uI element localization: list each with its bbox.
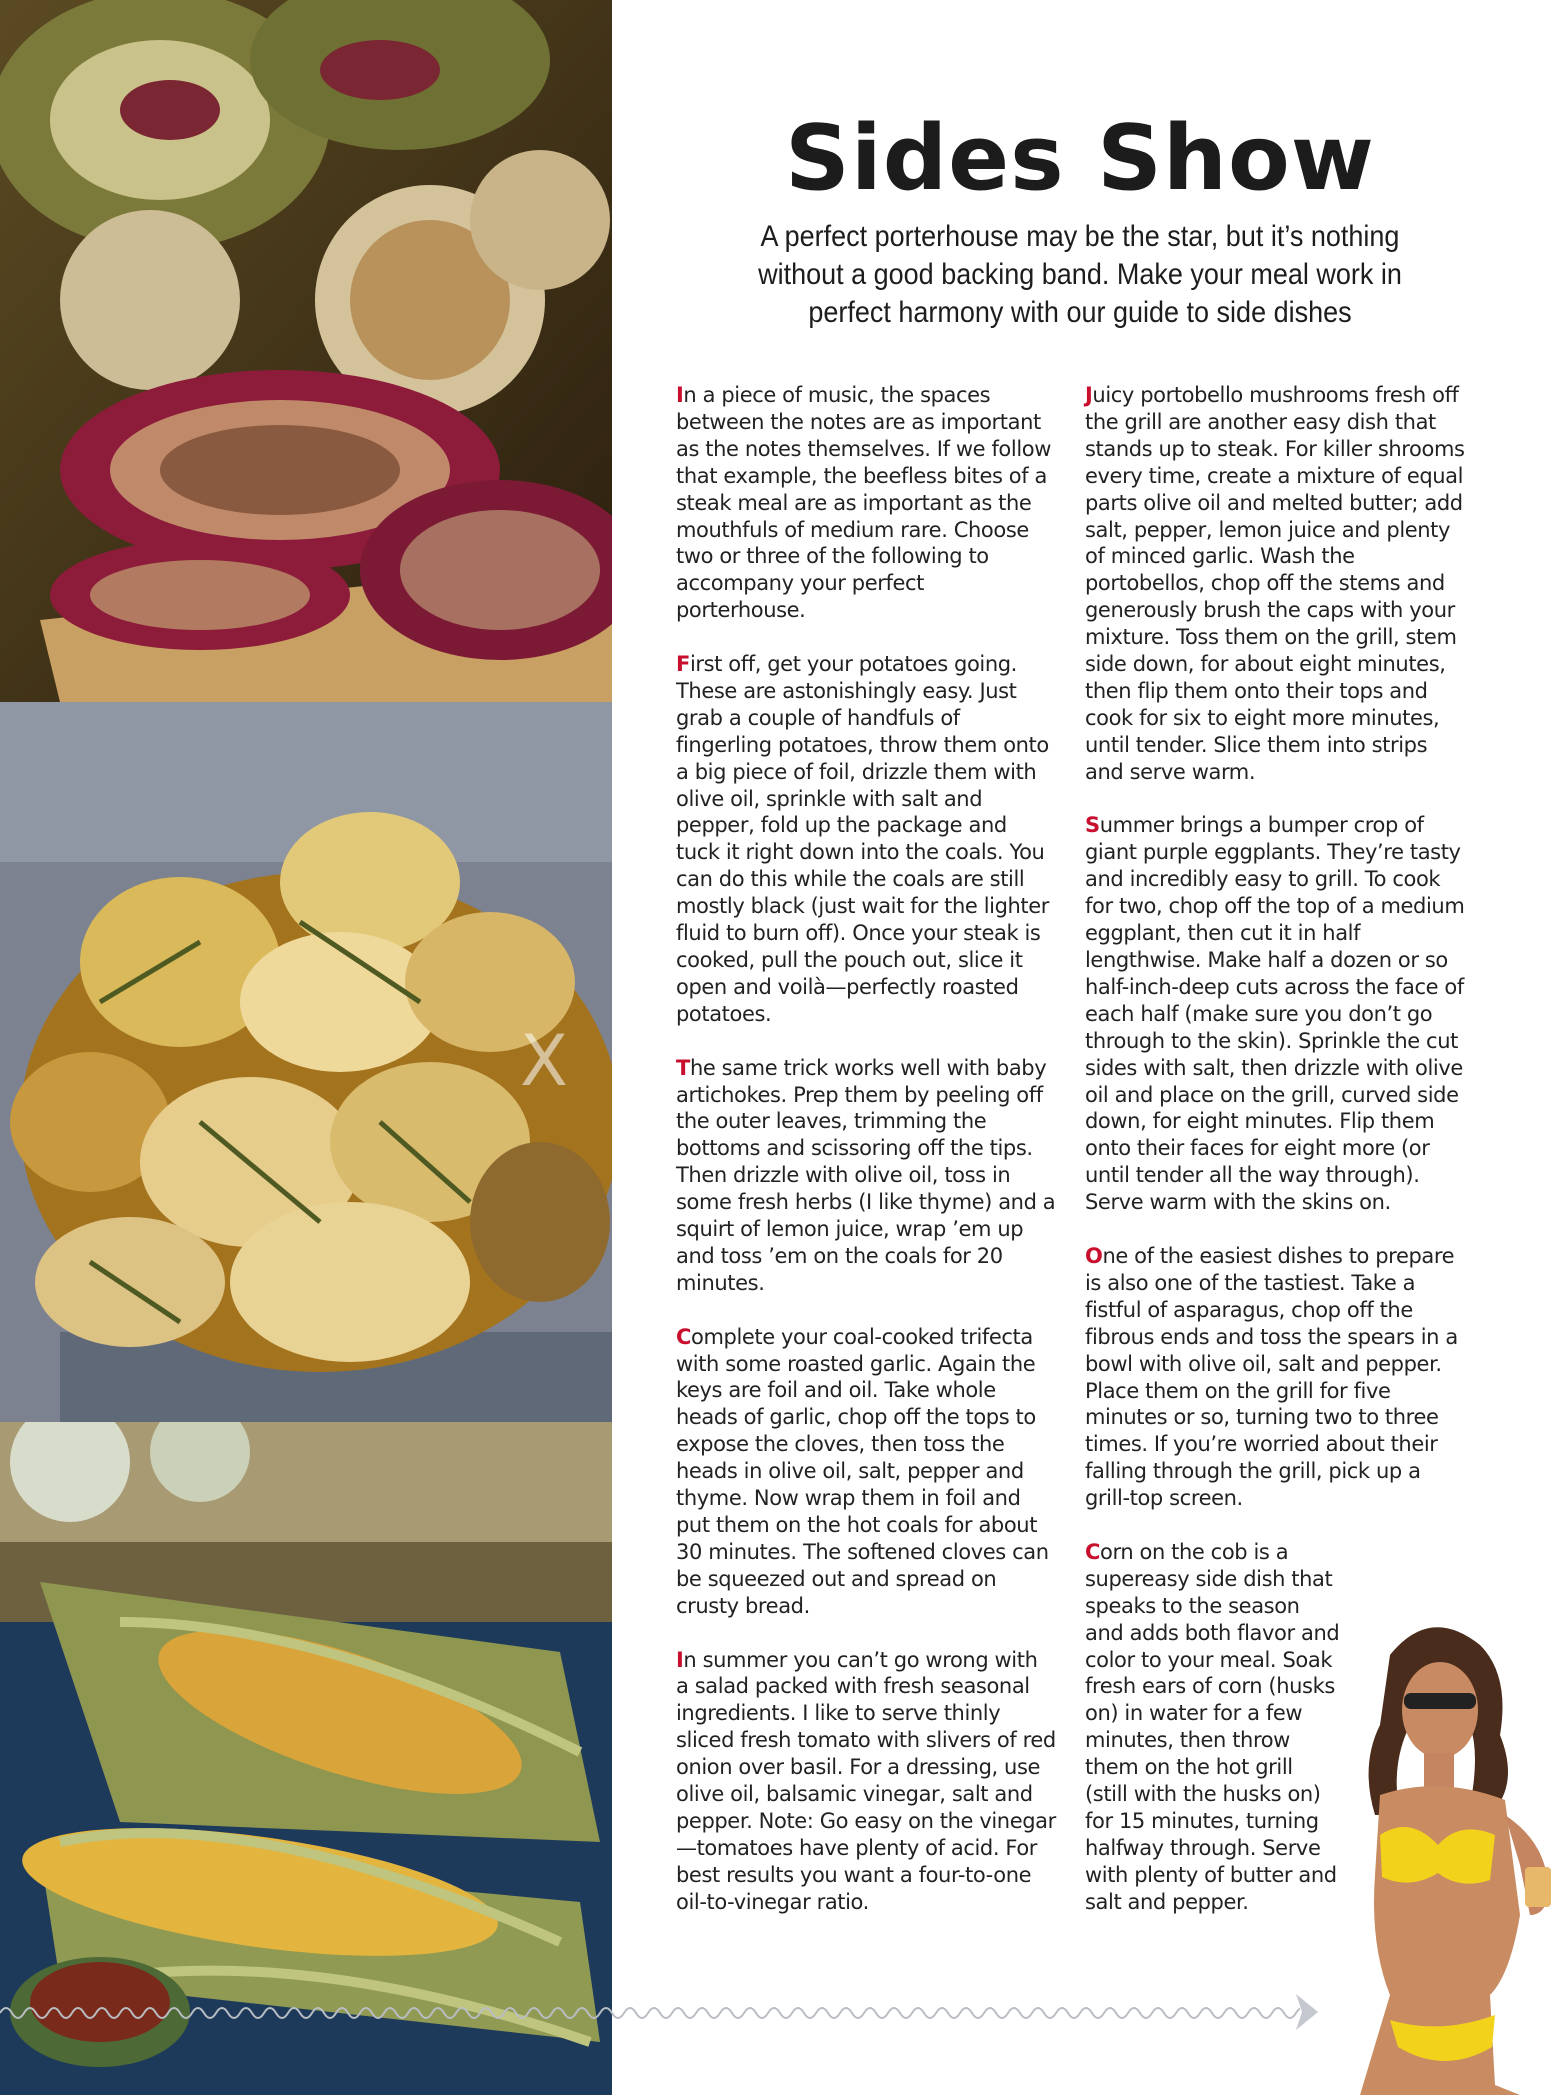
drop-cap: C xyxy=(676,1324,692,1349)
drop-cap: T xyxy=(676,1055,690,1080)
paragraph-text: ne of the easiest dishes to prepare is also one of the tastiest. Take a fistful of asparagus, chop off the fibrous ends and toss the spears in a bowl with olive oil, salt and pepper. Place them on the grill for five minutes or so, turning two to three times. If you’re worried about their falling through the grill, pick up a grill-top screen. xyxy=(1085,1243,1458,1511)
article-deck: A perfect porterhouse may be the star, but it’s nothing without a good backing band. Make your meal work in perfect harmony with our guide to side dishes xyxy=(758,220,1402,329)
paragraph xyxy=(1085,1243,1465,1512)
drop-cap: O xyxy=(1085,1243,1103,1268)
watermark-x: X xyxy=(520,1020,568,1102)
paragraph-text: n summer you can’t go wrong with a salad packed with fresh seasonal ingredients. I like to serve thinly sliced fresh tomato with slivers of red onion over basil. For a dressing, use olive oil, balsamic vinegar, salt and pepper. Note: Go easy on the vinegar—tomatoes have plenty of acid. For best results you want a four-to-one oil-to-vinegar ratio. xyxy=(676,1647,1056,1914)
paragraph-text: he same trick works well with baby artichokes. Prep them by peeling off the outer leaves, trimming the bottoms and scissoring off the tips. Then drizzle with olive oil, toss in some fresh herbs (I like thyme) and a squirt of lemon juice, wrap ’em up and toss ’em on the coals for 20 minutes. xyxy=(676,1055,1056,1295)
drop-cap: I xyxy=(676,383,684,407)
paragraph xyxy=(1085,382,1465,786)
paragraph xyxy=(676,1647,1056,1916)
photo-grilled-corn xyxy=(0,1422,612,2095)
paragraph xyxy=(676,1324,1056,1620)
text-column-left xyxy=(676,382,1056,1942)
paragraph xyxy=(676,1055,1056,1297)
drop-cap: C xyxy=(1085,1539,1101,1564)
paragraph xyxy=(676,651,1056,1028)
article-title: Sides Show xyxy=(785,106,1375,211)
model-photo xyxy=(1320,1615,1566,2095)
drop-cap: S xyxy=(1085,813,1100,838)
paragraph-text: omplete your coal-cooked trifecta with some roasted garlic. Again the keys are foil and oil. Take whole heads of garlic, chop off the tops to expose the cloves, then toss the heads in olive oil, salt, pepper and thyme. Now wrap them in foil and put them on the hot coals for about 30 minutes. The softened cloves can be squeezed out and spread on crusty bread. xyxy=(676,1324,1049,1618)
paragraph xyxy=(1085,812,1465,1216)
paragraph-text: orn on the cob is a supereasy side dish that speaks to the season and adds both flavor and color to your meal. Soak fresh ears of corn (husks on) in water for a few minutes, then throw them on the hot grill (still with the husks on) for 15 minutes, turning halfway through. Serve with plenty of butter and salt and pepper. xyxy=(1085,1539,1340,1914)
chevron-right-icon[interactable] xyxy=(1290,1990,1324,2034)
paragraph xyxy=(676,382,1056,624)
paragraph-text: irst off, get your potatoes going. These are astonishingly easy. Just grab a couple of handfuls of fingerling potatoes, throw them onto a big piece of foil, drizzle them with olive oil, sprinkle with salt and pepper, fold up the package and tuck it right down into the coals. You can do this while the coals are still mostly black (just wait for the lighter fluid to burn off). Once your steak is cooked, pull the pouch out, slice it open and voilà—perfectly roasted potatoes. xyxy=(676,652,1049,1026)
drop-cap: I xyxy=(676,1647,684,1672)
drop-cap: F xyxy=(676,652,690,677)
paragraph xyxy=(1085,1539,1340,1916)
paragraph-text: uicy portobello mushrooms fresh off the grill are another easy dish that stands up to steak. For killer shrooms every time, create a mixture of equal parts olive oil and melted butter; add salt, pepper, lemon juice and plenty of minced garlic. Wash the portobellos, chop off the stems and generously brush the caps with your mixture. Toss them on the grill, stem side down, for about eight minutes, then flip them onto their tops and cook for six to eight more minutes, until tender. Slice them into strips and serve warm. xyxy=(1085,383,1465,784)
paragraph-text: n a piece of music, the spaces between the notes are as important as the notes themselves. If we follow that example, the beefless bites of a steak meal are as important as the mouthfuls of medium rare. Choose two or three of the following to accompany your perfect porterhouse. xyxy=(676,383,1051,623)
wave-divider xyxy=(0,2000,1300,2026)
paragraph-text: ummer brings a bumper crop of giant purple eggplants. They’re tasty and incredibly easy to grill. To cook for two, chop off the top of a medium eggplant, then cut it in half lengthwise. Make half a dozen or so half-inch-deep cuts across the face of each half (make sure you don’t go through to the skin). Sprinkle the cut sides with salt, then drizzle with olive oil and place on the grill, curved side down, for eight minutes. Flip them onto their faces for eight more (or until tender all the way through). Serve warm with the skins on. xyxy=(1085,813,1465,1215)
photo-artichokes-onions xyxy=(0,0,612,702)
drop-cap: J xyxy=(1085,383,1093,407)
